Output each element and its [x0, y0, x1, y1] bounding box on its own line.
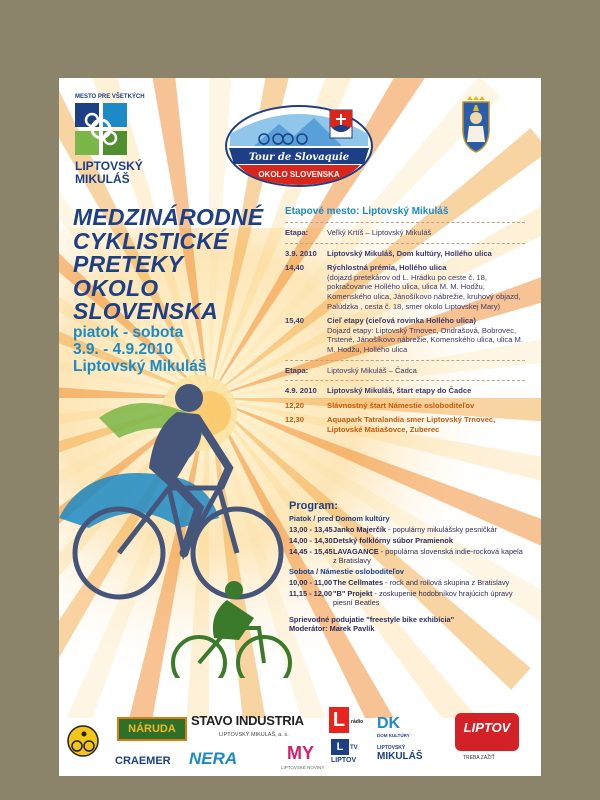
program-time: 10,00 - 11,00 [289, 578, 333, 587]
schedule-row [285, 263, 525, 311]
sponsor-bar [59, 703, 541, 776]
program-desc: - rock and rollová skupina z Bratislavy [383, 578, 510, 587]
stage-row [285, 366, 525, 376]
schedule-time: 14,40 [285, 263, 305, 273]
program-desc: - populárny mikulášsky pesničkár [386, 525, 497, 534]
sponsor-stavo-sub: LIPTOVSKÝ MIKULÁŠ, a. s. [219, 732, 289, 738]
sponsor-naruda: NÁRUDA [117, 717, 187, 741]
stage-label: Etapa: [285, 228, 309, 237]
schedule-text: Aquapark Tatralandia smer Liptovský Trnovec, Liptovské Matiašovce, Zuberec [327, 415, 496, 434]
divider [285, 222, 525, 223]
schedule-row [285, 401, 525, 411]
schedule-text: Slávnostný štart Námestie osloboditeľov [327, 400, 475, 410]
stage-schedule [285, 206, 525, 435]
title-line-4: OKOLO [73, 274, 159, 301]
tour-logo [224, 104, 374, 188]
schedule-title: Rýchlostná prémia, Hollého ulica [327, 263, 447, 273]
schedule-row [285, 316, 525, 354]
schedule-text: Liptovský Mikuláš, štart etapy do Čadce [327, 386, 472, 396]
city-emblem-icon [75, 103, 129, 155]
city-name-line1: LIPTOVSKÝ [75, 159, 143, 173]
sponsor-mikulas: LIPTOVSKÝ MIKULÁŠ [377, 745, 423, 762]
program-desc: - zoskupenie hodobníkov hrajúcich úpravy piesní Beatles [333, 589, 513, 607]
program [273, 500, 523, 633]
title-line-5: SLOVENSKA [73, 298, 218, 324]
sponsor-liptov-sub: TREBA ZAŽIŤ [463, 755, 495, 761]
tour-logo-script: Tour de Slovaquie [248, 152, 350, 163]
schedule-text: Dojazd etapy: Liptovský Trnovec, Ondrašová, Bobrovec, Trstené, Jánošíkovo nábrežie, Komenského ulica, ulica M. M. Hodžu, Hollého ulica [327, 325, 523, 354]
program-act: Detský folklórny súbor Pramienok [333, 536, 453, 545]
stage-value: Veľký Krtíš – Liptovský Mikuláš [327, 228, 432, 237]
schedule-time: 3.9. 2010 [285, 248, 317, 258]
title-line-2: CYKLISTICKÉ [73, 227, 229, 254]
schedule-time: 12,20 [285, 400, 305, 410]
schedule-time: 4.9. 2010 [285, 386, 317, 396]
sponsor-nera: NERA [189, 749, 238, 768]
schedule-time: 12,30 [285, 415, 305, 425]
program-act: "B" Projekt [333, 589, 373, 598]
schedule-text: (dojazd pretekárov od L. Hrádku po ceste č. 18, pokračovanie Hollého ulica, ulica M. M. Hodžu, Komenského ulica, Jánošíkovo nábrežie, kruhový objazd, Palúdzka , cesta č. 18, smer okolo Liptovskej Mary) [327, 272, 521, 311]
schedule-row [285, 249, 525, 259]
stage-row [285, 228, 525, 238]
city-tagline: MESTO PRE VŠETKÝCH [75, 94, 145, 100]
stage-value: Liptovský Mikuláš – Čadca [327, 365, 417, 375]
sponsor-stavo: STAVO INDUSTRIA [191, 713, 304, 728]
sponsor-cyclist-badge-icon [67, 725, 99, 757]
event-city: Liptovský Mikuláš [73, 357, 207, 375]
sponsor-tv: L TV LIPTOV [331, 741, 358, 764]
side-event: Sprievodné podujatie "freestyle bike exhibícia" [289, 615, 455, 624]
sponsor-dk: DK DOM KULTÚRY [377, 715, 410, 738]
sponsor-my-sub: LIPTOVSKÉ NOVINY [281, 765, 325, 770]
schedule-time: 15,40 [285, 316, 305, 326]
event-dates: 3.9. - 4.9.2010 [73, 340, 173, 358]
program-section: Sobota / Námestie osloboditeľov [289, 567, 404, 576]
program-desc: - populárna slovenská indie-rocková kapela z Bratislavy [333, 547, 523, 565]
program-row [289, 547, 523, 565]
moderator: Moderátor: Marek Pavlík [289, 624, 375, 633]
stage-city-heading: Etapové mesto: Liptovský Mikuláš [285, 206, 449, 217]
title-line-1: MEDZINÁRODNÉ [73, 204, 264, 230]
program-row [289, 525, 523, 534]
program-title: Program: [289, 500, 338, 512]
city-name-line2: MIKULÁŠ [75, 172, 130, 186]
program-act: The Cellmates [333, 578, 384, 587]
poster [59, 78, 541, 776]
cyclist-illustration [59, 378, 309, 678]
program-time: 14,00 - 14,30 [289, 536, 333, 545]
schedule-title: Cieľ etapy (cieľová rovinka Hollého ulica) [327, 316, 476, 326]
divider [285, 243, 525, 244]
tour-logo-banner: OKOLO SLOVENSKA [258, 170, 340, 179]
city-logo [75, 94, 185, 186]
sponsor-craemer: CRAEMER [115, 755, 171, 767]
program-act: LAVAGANCE [333, 547, 379, 556]
program-section: Piatok / pred Domom kultúry [289, 514, 390, 523]
event-days: piatok - sobota [73, 323, 184, 341]
divider [285, 360, 525, 361]
schedule-row [285, 386, 525, 396]
coat-of-arms-icon [455, 96, 497, 154]
headline [73, 206, 293, 375]
divider [285, 380, 525, 381]
stage-label: Etapa: [285, 365, 309, 375]
sponsor-my: MY [287, 743, 314, 763]
program-row [289, 589, 523, 607]
program-time: 11,15 - 12,00 [289, 589, 333, 598]
program-row [289, 578, 523, 587]
sponsor-liptov: LIPTOV [455, 713, 519, 751]
schedule-row [285, 415, 525, 434]
program-row [289, 536, 523, 545]
schedule-text: Liptovský Mikuláš, Dom kultúry, Hollého ulica [327, 248, 492, 258]
program-time: 13,00 - 13,45 [289, 525, 333, 534]
sponsor-radio: L rádio [329, 707, 355, 733]
title-line-3: PRETEKY [73, 251, 184, 277]
program-time: 14,45 - 15,45 [289, 547, 333, 556]
program-act: Janko Majerčík [333, 525, 386, 534]
